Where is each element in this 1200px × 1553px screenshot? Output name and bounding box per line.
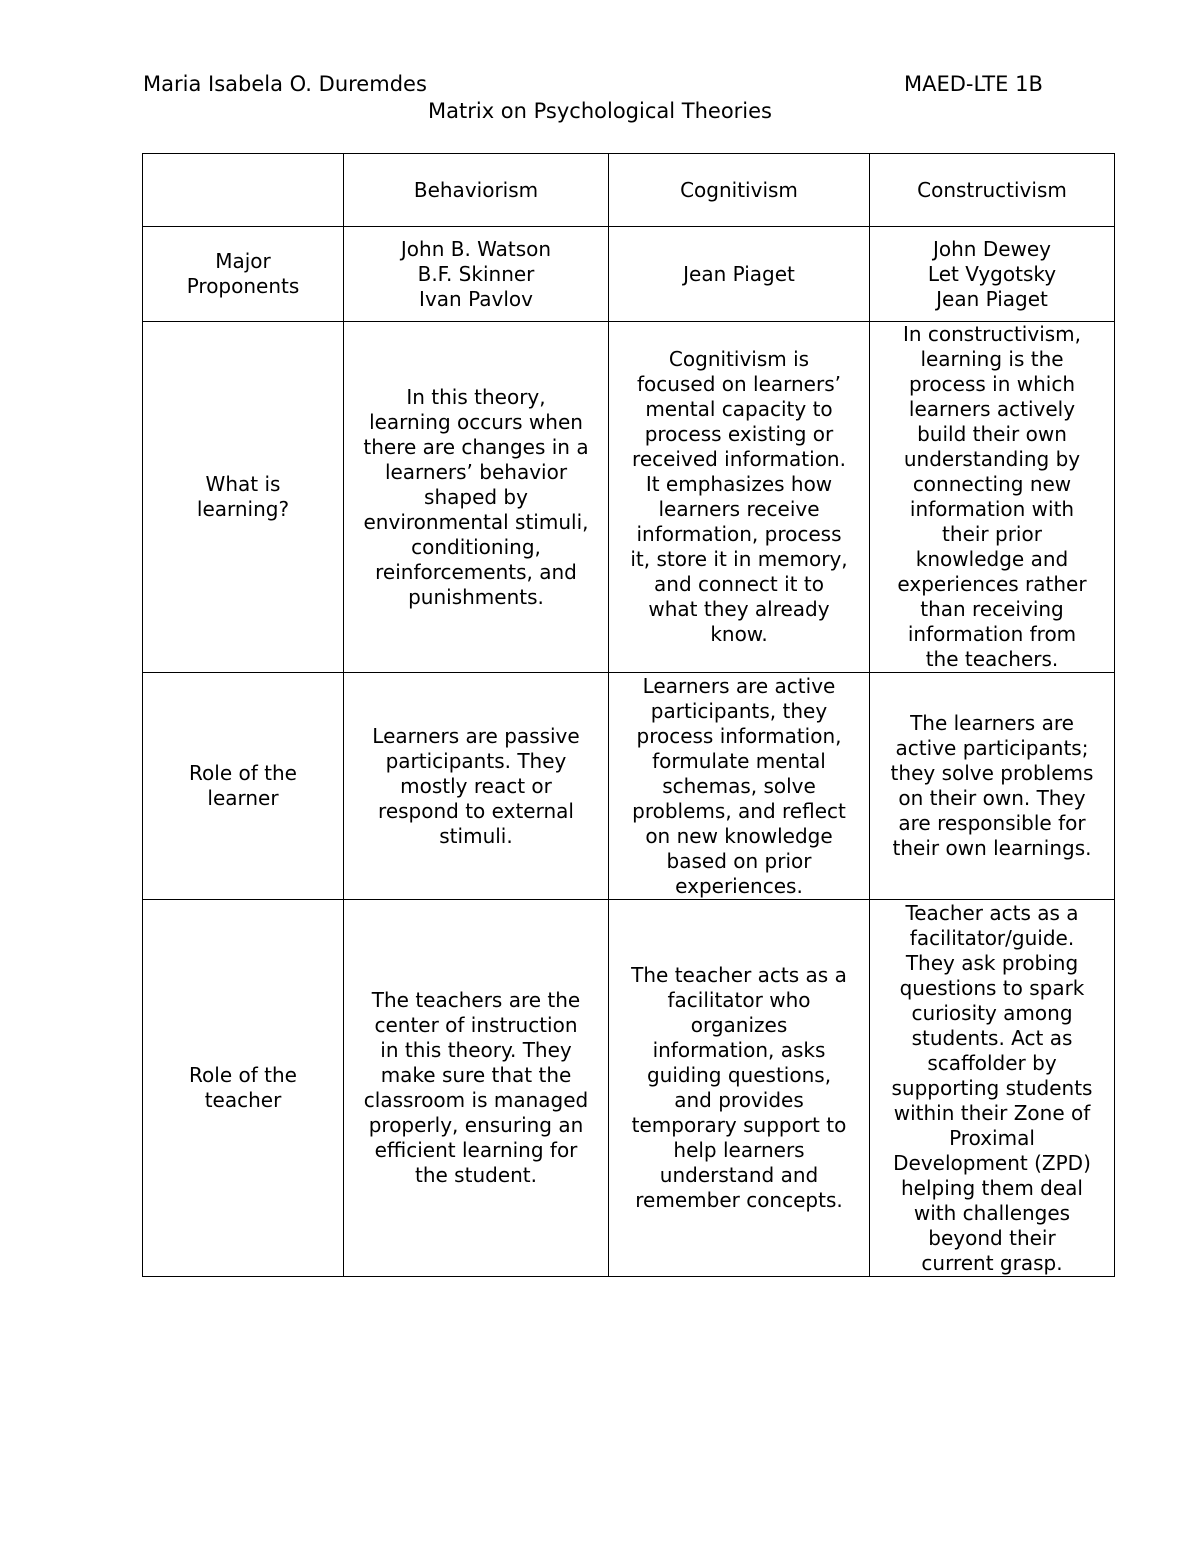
author-name: Maria Isabela O. Duremdes	[143, 72, 427, 96]
table-cell: Learners are active participants, they process information, formulate mental schemas, solve problems, and reflect on new knowledge based on prior experiences.	[609, 673, 870, 900]
table-cell: Jean Piaget	[609, 227, 870, 322]
table-cell: John B. Watson B.F. Skinner Ivan Pavlov	[344, 227, 609, 322]
table-cell: Learners are passive participants. They mostly react or respond to external stimuli.	[344, 673, 609, 900]
table-row	[143, 322, 1115, 673]
table-cell: The teachers are the center of instruction in this theory. They make sure that the classroom is managed properly, ensuring an efficient learning for the student.	[344, 900, 609, 1277]
table-cell: In this theory, learning occurs when there are changes in a learners’ behavior shaped by environmental stimuli, conditioning, reinforcements, and punishments.	[344, 322, 609, 673]
table-row	[143, 900, 1115, 1277]
header-cell-behaviorism: Behaviorism	[344, 154, 609, 227]
table-cell: The learners are active participants; they solve problems on their own. They are responsible for their own learnings.	[870, 673, 1115, 900]
table-row	[143, 673, 1115, 900]
table-cell: Teacher acts as a facilitator/guide. They ask probing questions to spark curiosity among students. Act as scaffolder by supporting students within their Zone of Proximal Development (ZPD) helping them deal with challenges beyond their current grasp.	[870, 900, 1115, 1277]
row-label: What is learning?	[143, 322, 344, 673]
table-row	[143, 227, 1115, 322]
table-cell: Cognitivism is focused on learners’ mental capacity to process existing or received information. It emphasizes how learners receive information, process it, store it in memory, and connect it to what they already know.	[609, 322, 870, 673]
header-cell-constructivism: Constructivism	[870, 154, 1115, 227]
table-cell: John Dewey Let Vygotsky Jean Piaget	[870, 227, 1115, 322]
row-label: Role of the learner	[143, 673, 344, 900]
row-label: Role of the teacher	[143, 900, 344, 1277]
table-cell: In constructivism, learning is the process in which learners actively build their own understanding by connecting new information with their prior knowledge and experiences rather than receiving information from the teachers.	[870, 322, 1115, 673]
header-cell-cognitivism: Cognitivism	[609, 154, 870, 227]
document-title: Matrix on Psychological Theories	[428, 99, 772, 123]
table-header-row	[143, 154, 1115, 227]
table-cell: The teacher acts as a facilitator who organizes information, asks guiding questions, and provides temporary support to help learners understand and remember concepts.	[609, 900, 870, 1277]
course-code: MAED-LTE 1B	[904, 72, 1043, 96]
row-label: Major Proponents	[143, 227, 344, 322]
header-cell-corner	[143, 154, 344, 227]
theories-matrix-table	[142, 153, 1115, 1277]
